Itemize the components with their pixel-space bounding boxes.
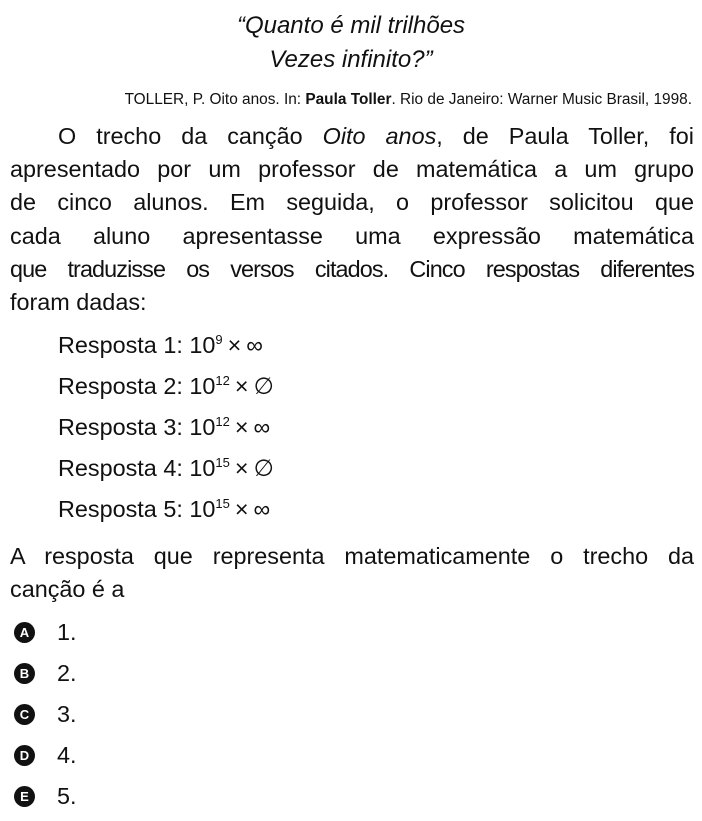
student-answer-2 xyxy=(58,367,274,408)
multiply-symbol: × xyxy=(234,414,249,440)
student-answer-1 xyxy=(58,326,274,367)
multiply-symbol: × xyxy=(234,496,249,522)
paragraph-line-2: apresentado por um professor de matemática a um grupo xyxy=(10,156,694,183)
paragraph-line-1 xyxy=(10,120,694,153)
option-d[interactable] xyxy=(14,735,77,776)
empty-set-symbol: ∅ xyxy=(253,373,274,399)
answer-label: Resposta 5: xyxy=(58,496,183,522)
multiply-symbol: × xyxy=(234,455,249,481)
answer-label: Resposta 1: xyxy=(58,332,183,358)
answer-base: 10 xyxy=(189,414,216,440)
answer-exponent: 15 xyxy=(215,496,230,511)
option-e[interactable] xyxy=(14,776,77,817)
answer-exponent: 9 xyxy=(215,332,223,347)
answer-options-list xyxy=(14,612,77,817)
answer-label: Resposta 4: xyxy=(58,455,183,481)
answer-base: 10 xyxy=(189,332,216,358)
option-b-text: 2. xyxy=(57,660,77,686)
infinity-symbol: ∞ xyxy=(246,332,263,358)
citation-prefix: TOLLER, P. Oito anos. In: xyxy=(124,91,306,108)
paragraph-line-1-end: , de Paula Toller, foi xyxy=(436,123,694,149)
song-quote-line-2: Vezes infinito?” xyxy=(269,46,433,73)
answer-exponent: 15 xyxy=(215,455,230,470)
song-quote-line-1: “Quanto é mil trilhões xyxy=(236,12,466,39)
answer-exponent: 12 xyxy=(215,373,230,388)
question-line-1: A resposta que representa matematicamente o trecho da xyxy=(10,543,694,569)
source-citation xyxy=(0,90,692,110)
question-prompt xyxy=(10,540,694,606)
option-a[interactable] xyxy=(14,612,77,653)
student-answers-list xyxy=(58,326,274,531)
multiply-symbol: × xyxy=(234,373,249,399)
citation-suffix: . Rio de Janeiro: Warner Music Brasil, 1998. xyxy=(391,91,692,108)
song-title: Oito anos xyxy=(322,123,437,149)
paragraph-line-1-start: O trecho da canção xyxy=(58,123,323,149)
infinity-symbol: ∞ xyxy=(253,496,271,522)
question-line-2: canção é a xyxy=(10,576,125,602)
option-e-text: 5. xyxy=(57,783,77,809)
paragraph-line-5: que traduzisse os versos citados. Cinco respostas diferentes xyxy=(10,255,694,282)
answer-base: 10 xyxy=(189,455,216,481)
student-answer-4 xyxy=(58,449,274,490)
empty-set-symbol: ∅ xyxy=(253,455,274,481)
question-paragraph xyxy=(10,120,694,319)
answer-label: Resposta 2: xyxy=(58,373,183,399)
answer-label: Resposta 3: xyxy=(58,414,183,440)
citation-author: Paula Toller xyxy=(305,91,392,108)
paragraph-line-4: cada aluno apresentasse uma expressão matemática xyxy=(10,222,694,249)
option-c-letter-badge: C xyxy=(14,704,35,725)
option-c[interactable] xyxy=(14,694,77,735)
answer-base: 10 xyxy=(189,496,216,522)
paragraph-line-3: de cinco alunos. Em seguida, o professor solicitou que xyxy=(10,189,694,216)
option-b[interactable] xyxy=(14,653,77,694)
option-d-text: 4. xyxy=(57,742,77,768)
answer-base: 10 xyxy=(189,373,216,399)
option-a-letter-badge: A xyxy=(14,622,35,643)
option-a-text: 1. xyxy=(57,619,77,645)
option-c-text: 3. xyxy=(57,701,77,727)
option-d-letter-badge: D xyxy=(14,745,35,766)
option-b-letter-badge: B xyxy=(14,663,35,684)
infinity-symbol: ∞ xyxy=(253,414,271,440)
student-answer-3 xyxy=(58,408,274,449)
student-answer-5 xyxy=(58,490,274,531)
paragraph-line-6: foram dadas: xyxy=(10,289,147,316)
multiply-symbol: × xyxy=(227,332,242,358)
option-e-letter-badge: E xyxy=(14,786,35,807)
answer-exponent: 12 xyxy=(215,414,230,429)
